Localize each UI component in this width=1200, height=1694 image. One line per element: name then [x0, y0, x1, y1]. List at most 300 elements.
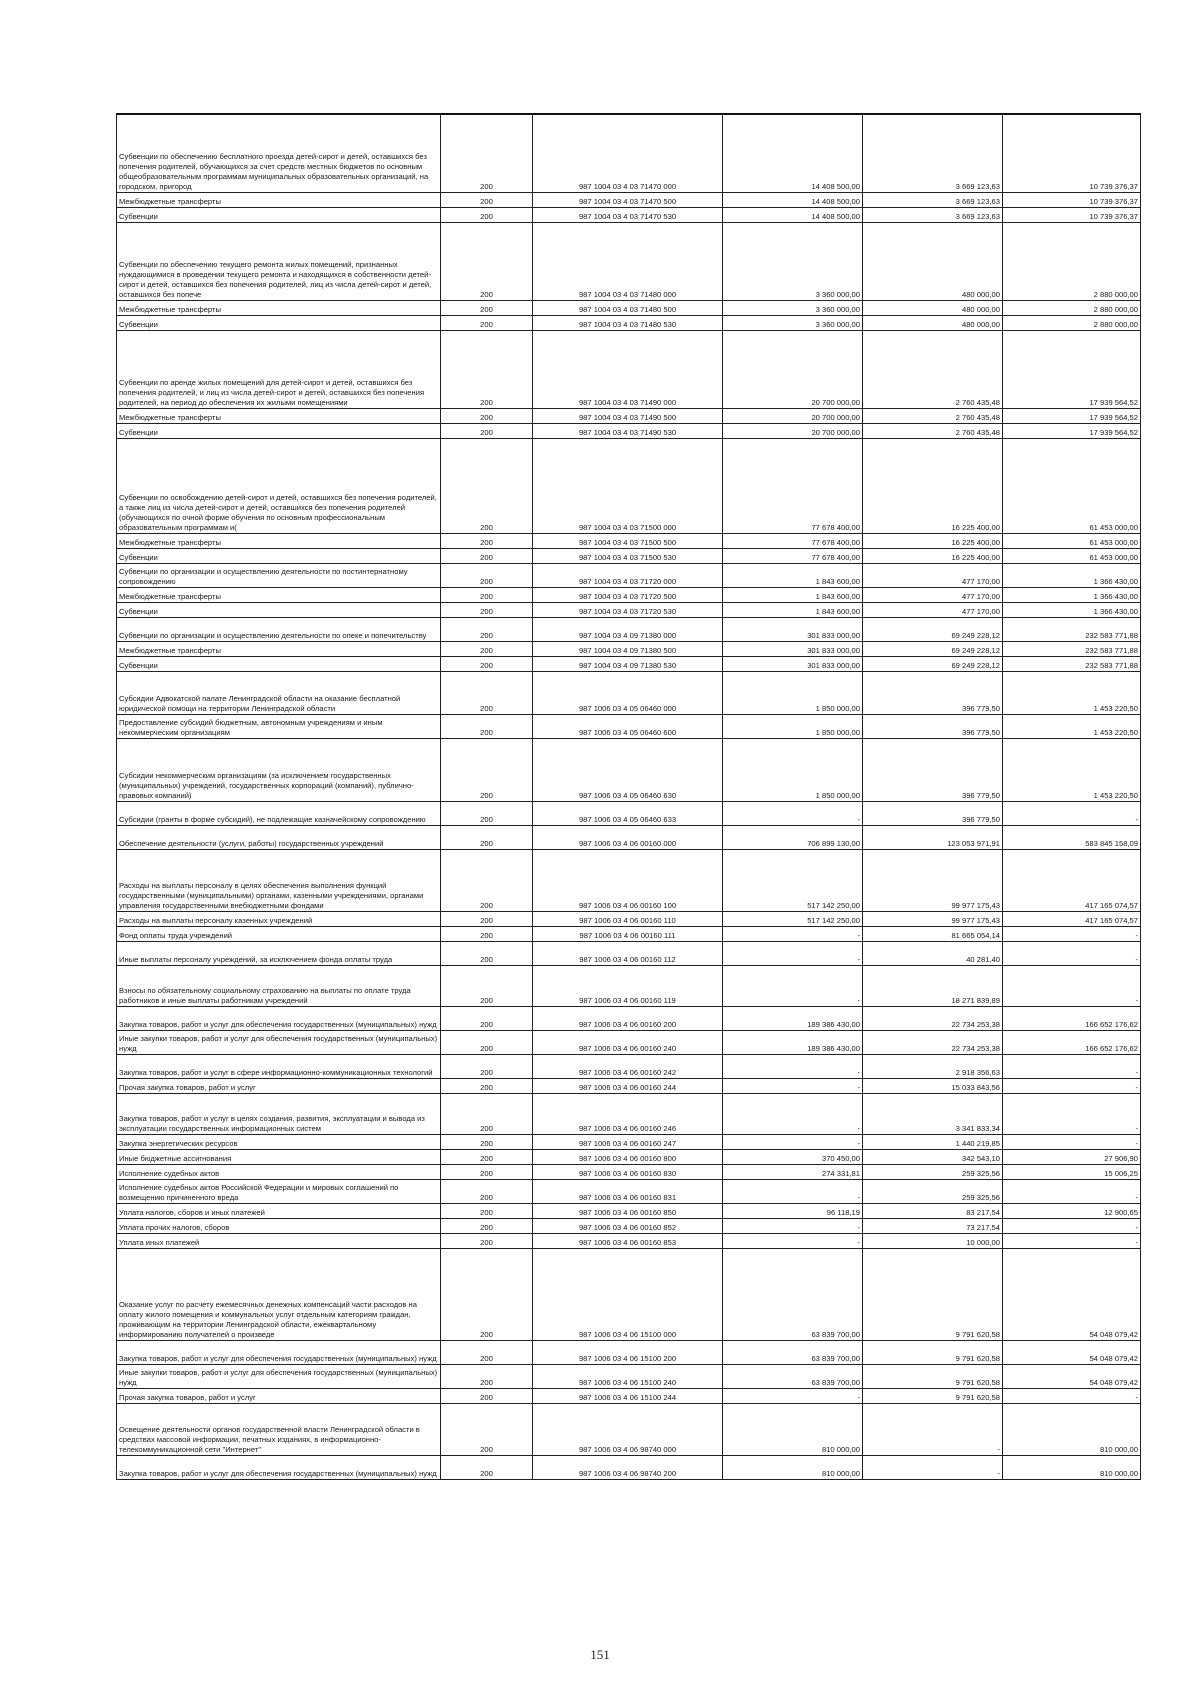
row-approved: 274 331,81 — [723, 1164, 863, 1179]
row-executed: 2 760 435,48 — [863, 408, 1003, 423]
row-code: 200 — [441, 965, 533, 1006]
row-classifier: 987 1006 03 4 06 00160 200 — [533, 1006, 723, 1030]
row-classifier: 987 1006 03 4 06 15100 240 — [533, 1364, 723, 1388]
table-row — [117, 408, 1141, 423]
row-approved: 1 850 000,00 — [723, 738, 863, 801]
row-classifier: 987 1006 03 4 06 00160 830 — [533, 1164, 723, 1179]
row-approved: 20 700 000,00 — [723, 408, 863, 423]
row-executed: 396 779,50 — [863, 714, 1003, 738]
table-row — [117, 587, 1141, 602]
row-classifier: 987 1006 03 4 06 00160 110 — [533, 911, 723, 926]
row-unexecuted: - — [1003, 926, 1141, 941]
row-unexecuted: 810 000,00 — [1003, 1403, 1141, 1455]
row-unexecuted: 61 453 000,00 — [1003, 533, 1141, 548]
row-unexecuted: - — [1003, 965, 1141, 1006]
row-classifier: 987 1006 03 4 06 00160 100 — [533, 849, 723, 911]
row-classifier: 987 1006 03 4 06 98740 000 — [533, 1403, 723, 1455]
row-executed: 396 779,50 — [863, 801, 1003, 825]
row-unexecuted: 10 739 376,37 — [1003, 207, 1141, 222]
table-row — [117, 1248, 1141, 1340]
row-classifier: 987 1006 03 4 06 00160 852 — [533, 1218, 723, 1233]
row-code: 200 — [441, 602, 533, 617]
row-name: Освещение деятельности органов государственной власти Ленинградской области в средствах массовой информации, печатных изданиях, в информационно-телекоммуникационной сети "Интернет" — [117, 1403, 441, 1455]
row-unexecuted: 12 900,65 — [1003, 1203, 1141, 1218]
row-unexecuted: 54 048 079,42 — [1003, 1248, 1141, 1340]
row-executed: 477 170,00 — [863, 602, 1003, 617]
table-row — [117, 1093, 1141, 1134]
row-classifier: 987 1006 03 4 06 00160 831 — [533, 1179, 723, 1203]
row-classifier: 987 1006 03 4 06 15100 200 — [533, 1340, 723, 1364]
table-row — [117, 207, 1141, 222]
row-approved: 77 678 400,00 — [723, 548, 863, 563]
row-approved: - — [723, 1078, 863, 1093]
row-code: 200 — [441, 1248, 533, 1340]
row-code: 200 — [441, 1455, 533, 1479]
row-unexecuted: 10 739 376,37 — [1003, 114, 1141, 192]
page-number: 151 — [590, 1647, 610, 1662]
row-name: Межбюджетные трансферты — [117, 641, 441, 656]
table-row — [117, 1403, 1141, 1455]
row-executed: 480 000,00 — [863, 222, 1003, 300]
row-approved: - — [723, 801, 863, 825]
row-classifier: 987 1004 03 4 03 71480 500 — [533, 300, 723, 315]
row-name: Субвенции по обеспечению текущего ремонта жилых помещений, признанных нуждающимися в проведении текущего ремонта и находящихся в собственности детей-сирот и детей, оставшихся без попечения родителей, лиц из числа детей-сирот и детей, оставшихся без попече — [117, 222, 441, 300]
row-approved: 14 408 500,00 — [723, 192, 863, 207]
row-unexecuted: 1 453 220,50 — [1003, 714, 1141, 738]
row-executed: 1 440 219,85 — [863, 1134, 1003, 1149]
table-row — [117, 911, 1141, 926]
table-row — [117, 965, 1141, 1006]
row-code: 200 — [441, 114, 533, 192]
row-name: Закупка товаров, работ и услуг для обеспечения государственных (муниципальных) нужд — [117, 1006, 441, 1030]
row-unexecuted: - — [1003, 1093, 1141, 1134]
row-name: Межбюджетные трансферты — [117, 408, 441, 423]
row-classifier: 987 1006 03 4 06 00160 111 — [533, 926, 723, 941]
row-approved: 1 850 000,00 — [723, 671, 863, 714]
table-row — [117, 641, 1141, 656]
row-name: Межбюджетные трансферты — [117, 587, 441, 602]
row-code: 200 — [441, 671, 533, 714]
row-unexecuted: 232 583 771,88 — [1003, 656, 1141, 671]
row-code: 200 — [441, 1388, 533, 1403]
row-classifier: 987 1006 03 4 06 00160 850 — [533, 1203, 723, 1218]
row-unexecuted: 417 165 074,57 — [1003, 849, 1141, 911]
row-code: 200 — [441, 423, 533, 438]
table-row — [117, 671, 1141, 714]
row-code: 200 — [441, 408, 533, 423]
row-executed: 81 665 054,14 — [863, 926, 1003, 941]
row-unexecuted: - — [1003, 1054, 1141, 1078]
row-classifier: 987 1006 03 4 06 15100 244 — [533, 1388, 723, 1403]
row-executed: 2 918 356,63 — [863, 1054, 1003, 1078]
row-executed: - — [863, 1403, 1003, 1455]
row-classifier: 987 1006 03 4 05 06460 633 — [533, 801, 723, 825]
table-row — [117, 941, 1141, 965]
row-name: Субсидии Адвокатской палате Ленинградской области на оказание бесплатной юридической помощи на территории Ленинградской области — [117, 671, 441, 714]
row-name: Субвенции по аренде жилых помещений для детей-сирот и детей, оставшихся без попечения родителей, и лиц из числа детей-сирот и детей, оставшихся без попечения родителей, на период до обеспечения их жилыми помещениями — [117, 330, 441, 408]
row-approved: - — [723, 1179, 863, 1203]
row-unexecuted: 2 880 000,00 — [1003, 222, 1141, 300]
row-classifier: 987 1006 03 4 06 00160 112 — [533, 941, 723, 965]
row-unexecuted: - — [1003, 1078, 1141, 1093]
row-unexecuted: 54 048 079,42 — [1003, 1364, 1141, 1388]
table-body — [117, 114, 1141, 1479]
row-unexecuted: - — [1003, 1233, 1141, 1248]
row-name: Прочая закупка товаров, работ и услуг — [117, 1388, 441, 1403]
row-name: Фонд оплаты труда учреждений — [117, 926, 441, 941]
row-name: Субвенции по организации и осуществлению деятельности по опеке и попечительству — [117, 617, 441, 641]
row-approved: 20 700 000,00 — [723, 330, 863, 408]
row-name: Уплата налогов, сборов и иных платежей — [117, 1203, 441, 1218]
row-executed: 3 669 123,63 — [863, 207, 1003, 222]
table-row — [117, 1388, 1141, 1403]
row-approved: 77 678 400,00 — [723, 533, 863, 548]
row-executed: 99 977 175,43 — [863, 849, 1003, 911]
row-classifier: 987 1006 03 4 05 06460 630 — [533, 738, 723, 801]
row-classifier: 987 1004 03 4 03 71490 000 — [533, 330, 723, 408]
row-approved: 96 118,19 — [723, 1203, 863, 1218]
table-row — [117, 1164, 1141, 1179]
row-name: Субсидии некоммерческим организациям (за исключением государственных (муниципальных) учреждений, государственных корпораций (компаний), публично-правовых компаний) — [117, 738, 441, 801]
row-code: 200 — [441, 1078, 533, 1093]
row-code: 200 — [441, 1233, 533, 1248]
row-code: 200 — [441, 1403, 533, 1455]
row-code: 200 — [441, 801, 533, 825]
row-executed: 259 325,56 — [863, 1164, 1003, 1179]
row-approved: - — [723, 1134, 863, 1149]
row-name: Взносы по обязательному социальному страхованию на выплаты по оплате труда работников и иные выплаты работникам учреждений — [117, 965, 441, 1006]
table-row — [117, 1455, 1141, 1479]
table-row — [117, 926, 1141, 941]
row-unexecuted: 810 000,00 — [1003, 1455, 1141, 1479]
budget-execution-table — [116, 113, 1141, 1480]
row-classifier: 987 1004 03 4 03 71500 000 — [533, 438, 723, 533]
row-code: 200 — [441, 926, 533, 941]
row-classifier: 987 1006 03 4 05 06460 600 — [533, 714, 723, 738]
row-executed: 16 225 400,00 — [863, 548, 1003, 563]
row-classifier: 987 1004 03 4 03 71720 530 — [533, 602, 723, 617]
row-name: Иные выплаты персоналу учреждений, за исключением фонда оплаты труда — [117, 941, 441, 965]
row-classifier: 987 1006 03 4 06 00160 240 — [533, 1030, 723, 1054]
row-unexecuted: 583 845 158,09 — [1003, 825, 1141, 849]
row-approved: 14 408 500,00 — [723, 114, 863, 192]
row-approved: 1 843 600,00 — [723, 587, 863, 602]
row-classifier: 987 1006 03 4 05 06460 000 — [533, 671, 723, 714]
row-executed: 22 734 253,38 — [863, 1030, 1003, 1054]
row-classifier: 987 1006 03 4 06 00160 244 — [533, 1078, 723, 1093]
row-approved: 517 142 250,00 — [723, 911, 863, 926]
row-classifier: 987 1004 03 4 03 71500 530 — [533, 548, 723, 563]
table-row — [117, 849, 1141, 911]
row-unexecuted: 17 939 564,52 — [1003, 408, 1141, 423]
row-code: 200 — [441, 825, 533, 849]
row-classifier: 987 1006 03 4 06 00160 246 — [533, 1093, 723, 1134]
row-name: Обеспечение деятельности (услуги, работы) государственных учреждений — [117, 825, 441, 849]
row-executed: 477 170,00 — [863, 587, 1003, 602]
table-row — [117, 1179, 1141, 1203]
table-row — [117, 801, 1141, 825]
row-unexecuted: - — [1003, 1179, 1141, 1203]
row-executed: 477 170,00 — [863, 563, 1003, 587]
row-code: 200 — [441, 1364, 533, 1388]
row-name: Субвенции — [117, 548, 441, 563]
row-executed: 16 225 400,00 — [863, 533, 1003, 548]
row-executed: 3 341 833,34 — [863, 1093, 1003, 1134]
row-code: 200 — [441, 738, 533, 801]
row-executed: 69 249 228,12 — [863, 656, 1003, 671]
row-executed: 342 543,10 — [863, 1149, 1003, 1164]
row-approved: 3 360 000,00 — [723, 300, 863, 315]
row-name: Межбюджетные трансферты — [117, 300, 441, 315]
row-unexecuted: 166 652 176,62 — [1003, 1030, 1141, 1054]
row-executed: 480 000,00 — [863, 315, 1003, 330]
row-executed: - — [863, 1455, 1003, 1479]
row-approved: 63 839 700,00 — [723, 1364, 863, 1388]
row-approved: - — [723, 1054, 863, 1078]
row-approved: 1 843 600,00 — [723, 602, 863, 617]
row-name: Субвенции — [117, 315, 441, 330]
table-row — [117, 1149, 1141, 1164]
row-approved: - — [723, 965, 863, 1006]
row-classifier: 987 1004 03 4 03 71500 500 — [533, 533, 723, 548]
row-unexecuted: 232 583 771,88 — [1003, 641, 1141, 656]
row-code: 200 — [441, 714, 533, 738]
row-approved: 14 408 500,00 — [723, 207, 863, 222]
row-code: 200 — [441, 849, 533, 911]
row-executed: 259 325,56 — [863, 1179, 1003, 1203]
table-row — [117, 738, 1141, 801]
row-classifier: 987 1004 03 4 03 71470 530 — [533, 207, 723, 222]
row-name: Закупка товаров, работ и услуг для обеспечения государственных (муниципальных) нужд — [117, 1455, 441, 1479]
row-name: Оказание услуг по расчету ежемесячных денежных компенсаций части расходов на оплату жилого помещения и коммунальных услуг отдельным категориям граждан, проживающим на территории Ленинградской области, ежеквартальному информированию получателей о произведе — [117, 1248, 441, 1340]
row-code: 200 — [441, 941, 533, 965]
row-executed: 15 033 843,56 — [863, 1078, 1003, 1093]
row-name: Предоставление субсидий бюджетным, автономным учреждениям и иным некоммерческим организациям — [117, 714, 441, 738]
row-name: Субвенции — [117, 656, 441, 671]
row-code: 200 — [441, 656, 533, 671]
row-approved: - — [723, 1388, 863, 1403]
row-name: Закупка товаров, работ и услуг в целях создания, развития, эксплуатации и вывода из эксплуатации государственных информационных систем — [117, 1093, 441, 1134]
row-classifier: 987 1004 03 4 03 71470 500 — [533, 192, 723, 207]
row-executed: 99 977 175,43 — [863, 911, 1003, 926]
row-classifier: 987 1004 03 4 09 71380 500 — [533, 641, 723, 656]
row-approved: 189 386 430,00 — [723, 1030, 863, 1054]
table-row — [117, 1134, 1141, 1149]
row-unexecuted: 232 583 771,88 — [1003, 617, 1141, 641]
row-approved: 3 360 000,00 — [723, 315, 863, 330]
row-unexecuted: 17 939 564,52 — [1003, 330, 1141, 408]
table-row — [117, 1054, 1141, 1078]
row-executed: 9 791 620,58 — [863, 1340, 1003, 1364]
row-code: 200 — [441, 563, 533, 587]
row-unexecuted: - — [1003, 1218, 1141, 1233]
row-code: 200 — [441, 1203, 533, 1218]
row-code: 200 — [441, 533, 533, 548]
row-name: Прочая закупка товаров, работ и услуг — [117, 1078, 441, 1093]
row-code: 200 — [441, 1006, 533, 1030]
table-row — [117, 533, 1141, 548]
row-code: 200 — [441, 192, 533, 207]
row-code: 200 — [441, 1340, 533, 1364]
row-name: Субвенции по освобождению детей-сирот и детей, оставшихся без попечения родителей, а также лиц из числа детей-сирот и детей, оставшихся без попечения родителей (обучающихся по очной форме обучения по основным профессиональным образовательным программам и( — [117, 438, 441, 533]
row-executed: 9 791 620,58 — [863, 1388, 1003, 1403]
row-classifier: 987 1006 03 4 06 00160 119 — [533, 965, 723, 1006]
row-unexecuted: 1 366 430,00 — [1003, 587, 1141, 602]
table-row — [117, 222, 1141, 300]
row-code: 200 — [441, 641, 533, 656]
row-approved: 301 833 000,00 — [723, 617, 863, 641]
row-executed: 123 053 971,91 — [863, 825, 1003, 849]
row-name: Межбюджетные трансферты — [117, 533, 441, 548]
row-classifier: 987 1006 03 4 06 00160 853 — [533, 1233, 723, 1248]
row-unexecuted: 15 006,25 — [1003, 1164, 1141, 1179]
row-approved: 3 360 000,00 — [723, 222, 863, 300]
row-classifier: 987 1004 03 4 03 71490 500 — [533, 408, 723, 423]
row-code: 200 — [441, 330, 533, 408]
row-name: Уплата прочих налогов, сборов — [117, 1218, 441, 1233]
row-classifier: 987 1006 03 4 06 98740 200 — [533, 1455, 723, 1479]
row-name: Уплата иных платежей — [117, 1233, 441, 1248]
table-row — [117, 563, 1141, 587]
row-approved: - — [723, 1233, 863, 1248]
row-code: 200 — [441, 911, 533, 926]
row-classifier: 987 1004 03 4 03 71480 530 — [533, 315, 723, 330]
row-unexecuted: - — [1003, 801, 1141, 825]
row-name: Исполнение судебных актов — [117, 1164, 441, 1179]
row-unexecuted: 1 453 220,50 — [1003, 671, 1141, 714]
row-approved: 370 450,00 — [723, 1149, 863, 1164]
row-name: Закупка товаров, работ и услуг для обеспечения государственных (муниципальных) нужд — [117, 1340, 441, 1364]
row-approved: - — [723, 926, 863, 941]
row-unexecuted: 166 652 176,62 — [1003, 1006, 1141, 1030]
row-code: 200 — [441, 222, 533, 300]
row-executed: 9 791 620,58 — [863, 1248, 1003, 1340]
row-code: 200 — [441, 438, 533, 533]
row-name: Закупка энергетических ресурсов — [117, 1134, 441, 1149]
table-row — [117, 1218, 1141, 1233]
row-code: 200 — [441, 1149, 533, 1164]
row-name: Субвенции по организации и осуществлению деятельности по постинтернатному сопровождению — [117, 563, 441, 587]
table-row — [117, 1364, 1141, 1388]
row-approved: - — [723, 1093, 863, 1134]
table-row — [117, 1203, 1141, 1218]
row-unexecuted: 10 739 376,37 — [1003, 192, 1141, 207]
row-unexecuted: 2 880 000,00 — [1003, 315, 1141, 330]
row-code: 200 — [441, 617, 533, 641]
row-approved: 517 142 250,00 — [723, 849, 863, 911]
table-row — [117, 602, 1141, 617]
row-approved: 189 386 430,00 — [723, 1006, 863, 1030]
row-name: Иные закупки товаров, работ и услуг для обеспечения государственных (муниципальных) нужд — [117, 1364, 441, 1388]
row-code: 200 — [441, 207, 533, 222]
row-approved: 301 833 000,00 — [723, 656, 863, 671]
row-name: Исполнение судебных актов Российской Федерации и мировых соглашений по возмещению причиненного вреда — [117, 1179, 441, 1203]
table-row — [117, 714, 1141, 738]
row-name: Расходы на выплаты персоналу казенных учреждений — [117, 911, 441, 926]
row-name: Расходы на выплаты персоналу в целях обеспечения выполнения функций государственными (муниципальными) органами, казенными учреждениями, органами управления государственными внебюджетными фондами — [117, 849, 441, 911]
row-approved: 1 843 600,00 — [723, 563, 863, 587]
row-unexecuted: 1 366 430,00 — [1003, 602, 1141, 617]
table-row — [117, 315, 1141, 330]
row-classifier: 987 1004 03 4 03 71490 530 — [533, 423, 723, 438]
table-row — [117, 1340, 1141, 1364]
table-row — [117, 300, 1141, 315]
table-row — [117, 825, 1141, 849]
row-executed: 2 760 435,48 — [863, 423, 1003, 438]
row-approved: - — [723, 941, 863, 965]
row-name: Межбюджетные трансферты — [117, 192, 441, 207]
table-row — [117, 423, 1141, 438]
table-row — [117, 656, 1141, 671]
row-name: Субсидии (гранты в форме субсидий), не подлежащие казначейскому сопровождению — [117, 801, 441, 825]
row-code: 200 — [441, 1179, 533, 1203]
row-name: Субвенции — [117, 423, 441, 438]
table-row — [117, 1078, 1141, 1093]
table-row — [117, 1233, 1141, 1248]
row-classifier: 987 1006 03 4 06 00160 247 — [533, 1134, 723, 1149]
row-name: Субвенции — [117, 602, 441, 617]
row-name: Субвенции по обеспечению бесплатного проезда детей-сирот и детей, оставшихся без попечения родителей, обучающихся за счет средств местных бюджетов по основным общеобразовательным программам муниципальных образовательных организаций, на городском, пригород — [117, 114, 441, 192]
row-approved: 77 678 400,00 — [723, 438, 863, 533]
row-executed: 73 217,54 — [863, 1218, 1003, 1233]
row-classifier: 987 1006 03 4 06 00160 242 — [533, 1054, 723, 1078]
row-executed: 9 791 620,58 — [863, 1364, 1003, 1388]
row-approved: 1 850 000,00 — [723, 714, 863, 738]
row-executed: 69 249 228,12 — [863, 641, 1003, 656]
row-approved: 20 700 000,00 — [723, 423, 863, 438]
row-unexecuted: - — [1003, 1388, 1141, 1403]
row-name: Субвенции — [117, 207, 441, 222]
row-classifier: 987 1004 03 4 09 71380 530 — [533, 656, 723, 671]
row-classifier: 987 1006 03 4 06 00160 800 — [533, 1149, 723, 1164]
row-classifier: 987 1004 03 4 03 71480 000 — [533, 222, 723, 300]
table-row — [117, 438, 1141, 533]
table-row — [117, 548, 1141, 563]
row-name: Закупка товаров, работ и услуг в сфере информационно-коммуникационных технологий — [117, 1054, 441, 1078]
row-unexecuted: 27 906,90 — [1003, 1149, 1141, 1164]
row-code: 200 — [441, 1054, 533, 1078]
row-name: Иные бюджетные ассигнования — [117, 1149, 441, 1164]
row-executed: 2 760 435,48 — [863, 330, 1003, 408]
row-executed: 83 217,54 — [863, 1203, 1003, 1218]
row-code: 200 — [441, 1134, 533, 1149]
row-executed: 10 000,00 — [863, 1233, 1003, 1248]
table-row — [117, 1030, 1141, 1054]
row-executed: 3 669 123,63 — [863, 114, 1003, 192]
row-code: 200 — [441, 1093, 533, 1134]
table-row — [117, 114, 1141, 192]
row-unexecuted: 417 165 074,57 — [1003, 911, 1141, 926]
row-unexecuted: 61 453 000,00 — [1003, 548, 1141, 563]
row-code: 200 — [441, 1164, 533, 1179]
row-executed: 480 000,00 — [863, 300, 1003, 315]
row-code: 200 — [441, 548, 533, 563]
table-row — [117, 330, 1141, 408]
row-unexecuted: 54 048 079,42 — [1003, 1340, 1141, 1364]
row-approved: 706 899 130,00 — [723, 825, 863, 849]
row-executed: 22 734 253,38 — [863, 1006, 1003, 1030]
row-classifier: 987 1006 03 4 06 00160 000 — [533, 825, 723, 849]
row-executed: 18 271 839,89 — [863, 965, 1003, 1006]
row-name: Иные закупки товаров, работ и услуг для обеспечения государственных (муниципальных) нужд — [117, 1030, 441, 1054]
row-executed: 396 779,50 — [863, 671, 1003, 714]
row-classifier: 987 1004 03 4 03 71720 500 — [533, 587, 723, 602]
row-unexecuted: 2 880 000,00 — [1003, 300, 1141, 315]
table-row — [117, 192, 1141, 207]
row-code: 200 — [441, 315, 533, 330]
row-approved: 63 839 700,00 — [723, 1340, 863, 1364]
row-approved: 810 000,00 — [723, 1403, 863, 1455]
